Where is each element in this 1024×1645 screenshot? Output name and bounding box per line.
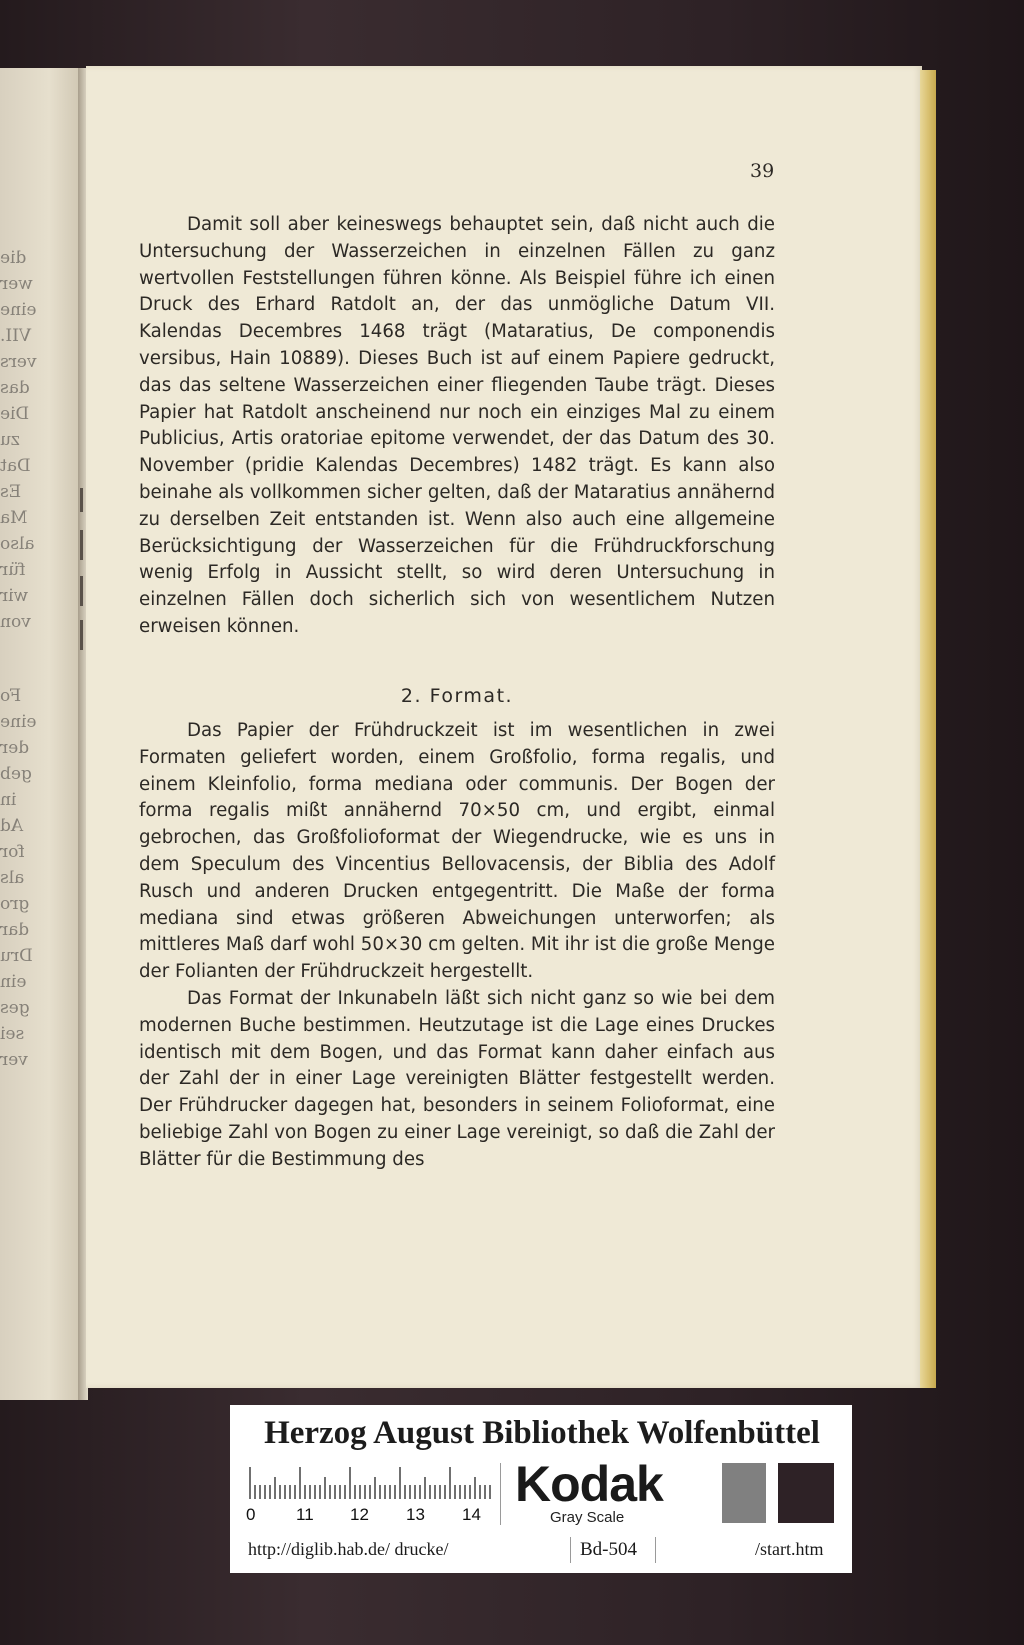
left-page-fragment: der <box>0 738 30 758</box>
paragraph: Das Papier der Frühdruckzeit ist im wesentlichen in zwei Formaten geliefert worden, einem Großfolio, forma regalis, und einem Kleinfolio, forma mediana oder communis. Der Bogen der forma regalis mißt annähernd 70×50 cm, und ergibt, einmal gebrochen, das Großfolioformat der Wiegendrucke, wie es uns in dem Speculum des Vincentius Bellovacensis, der Biblia des Adolf Rusch und anderen Drucken entgegentritt. Die Maße der forma mediana sind etwas größeren Abweichungen unterworfen; als mittleres Maß darf wohl 50×30 cm gelten. Mit ihr ist die große Menge der Folianten der Frühdruckzeit hergestellt. <box>139 720 775 983</box>
margin-mark <box>80 620 83 650</box>
left-page-fragment: for <box>0 842 25 862</box>
left-page-fragment: wir <box>0 586 29 606</box>
stamp-url: http://diglib.hab.de/ drucke/ <box>248 1539 449 1559</box>
left-page-fragment: also <box>0 534 35 554</box>
left-page-fragment: Dat <box>0 456 31 476</box>
kodak-logo: Kodak <box>515 1456 663 1512</box>
left-page-fragment: die <box>0 248 27 268</box>
left-page-fragment: wer <box>0 274 33 294</box>
divider <box>655 1537 656 1563</box>
ruler-scale <box>248 1465 494 1499</box>
left-page-fragment: für <box>0 560 26 580</box>
divider <box>570 1537 571 1563</box>
left-page-edge <box>0 68 82 1400</box>
left-page-fragment: vers <box>0 352 37 372</box>
left-page-fragment: gro <box>0 894 30 914</box>
ruler-label: 12 <box>350 1505 369 1524</box>
ruler-label: 13 <box>406 1505 425 1524</box>
left-page-fragment: dar <box>0 920 30 940</box>
left-page-fragment: Dru <box>0 946 33 966</box>
gilt-page-edge <box>920 70 936 1388</box>
left-page-fragment: ges <box>0 998 30 1018</box>
paragraph: Das Format der Inkunabeln läßt sich nicht ganz so wie bei dem modernen Buche bestimmen. Heutzutage ist die Lage eines Druckes identisch mit dem Bogen, und das Format kann daher einfach aus der Zahl der in einer Lage vereinigten Blätter festgestellt werden. Der Frühdrucker dagegen hat, besonders in seinem Folioformat, eine beliebige Zahl von Bogen zu einer Lage vereinigt, so daß die Zahl der Blätter für die Bestimmung des <box>139 987 775 1170</box>
left-page-fragment: von <box>0 612 31 632</box>
left-page-fragment: Ad <box>0 816 24 836</box>
left-page-fragment: Es <box>0 482 22 502</box>
library-title: Herzog August Bibliothek Wolfenbüttel <box>264 1415 820 1451</box>
left-page-fragment: Fo <box>0 686 22 706</box>
gray-swatch <box>722 1463 766 1523</box>
page-number: 39 <box>750 160 775 182</box>
paragraph: Damit soll aber keineswegs behauptet sein, daß nicht auch die Untersuchung der Wasserzeichen in einzelnen Fällen zu ganz wertvollen Feststellungen führen könne. Als Beispiel führe ich einen Druck des Erhard Ratdolt an, der das unmögliche Datum VII. Kalendas Decembres 1468 trägt (Mataratius, De componendis versibus, Hain 10889). Dieses Buch ist auf einem Papiere gedruckt, das das seltene Wasserzeichen einer fliegenden Taube trägt. Dieses Papier hat Ratdolt anscheinend nur noch ein einziges Mal zu einem Publicius, Artis oratoriae epitome verwendet, der das Datum des 30. November (pridie Kalendas Decembres) 1482 trägt. Es kann also beinahe als vollkommen sicher gelten, daß der Mataratius annähernd zu derselben Zeit entstanden ist. Wenn also auch eine allgemeine Berücksichtigung der Wasserzeichen für die Frühdruckforschung wenig Erfolg in Aussicht stellt, so wird deren Untersuchung in einzelnen Fällen doch sicherlich sich von wesentlichem Nutzen erweisen können. <box>139 214 775 637</box>
left-page-fragment: VII. <box>0 326 32 346</box>
ruler-label: 14 <box>462 1505 481 1524</box>
body-text-top <box>139 212 775 641</box>
grayscale-label: Gray Scale <box>550 1509 625 1526</box>
divider <box>500 1463 501 1525</box>
left-page-fragment: das <box>0 378 30 398</box>
left-page-fragment: als <box>0 868 25 888</box>
left-page-fragment: geb <box>0 764 32 784</box>
margin-mark <box>80 576 83 606</box>
left-page-fragment: zu <box>0 430 20 450</box>
left-page-fragment: sei <box>0 1024 25 1044</box>
dark-swatch <box>778 1463 834 1523</box>
library-stamp <box>230 1405 852 1573</box>
margin-mark <box>80 530 83 560</box>
left-page-fragment: eine <box>0 300 37 320</box>
left-page-fragment: Die <box>0 404 30 424</box>
body-text-bottom <box>139 718 775 1174</box>
ruler-label: 11 <box>296 1505 314 1524</box>
white-swatch <box>766 1463 778 1523</box>
left-page-fragment: eine <box>0 712 37 732</box>
ruler-label: 0 <box>246 1505 256 1524</box>
margin-mark <box>80 488 83 512</box>
left-page-fragment: ein <box>0 972 27 992</box>
left-page-fragment: ver <box>0 1050 28 1070</box>
section-heading: 2. Format. <box>400 685 514 707</box>
ruler-labels <box>246 1505 496 1525</box>
left-page-fragment: Ma <box>0 508 28 528</box>
stamp-start-path: /start.htm <box>755 1539 824 1559</box>
shelfmark: Bd-504 <box>580 1539 637 1560</box>
left-page-fragment: in <box>0 790 17 810</box>
